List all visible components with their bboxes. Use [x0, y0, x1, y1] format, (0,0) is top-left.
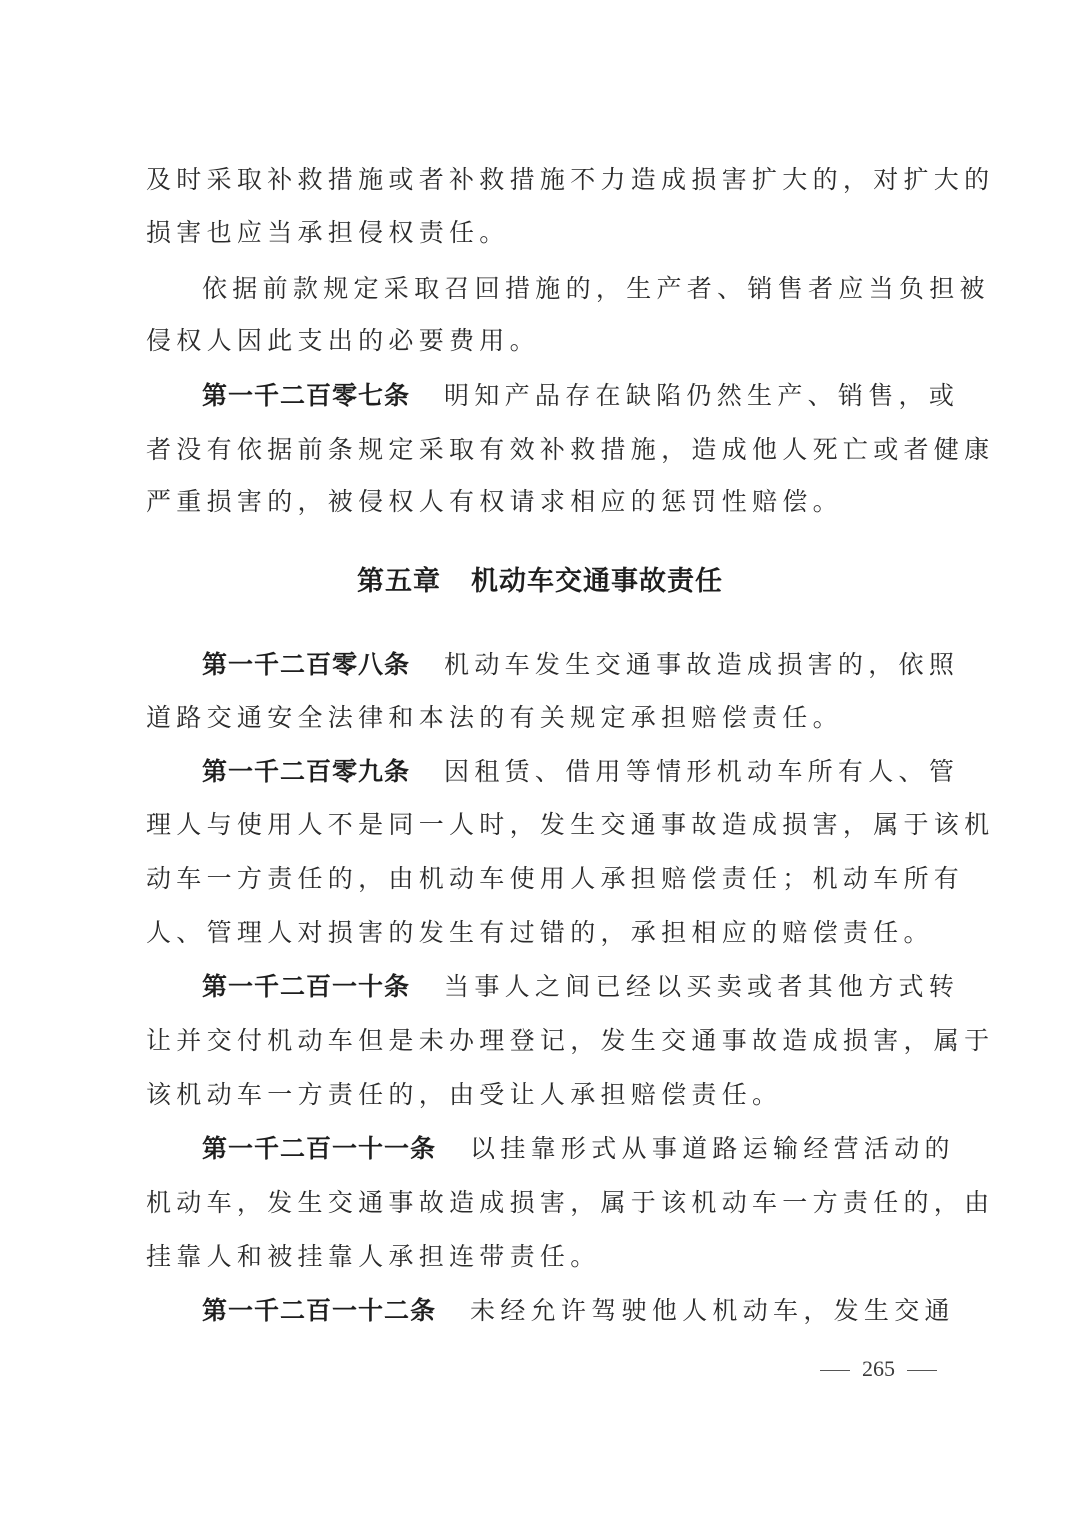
body-line: 损害也应当承担侵权责任。: [146, 218, 510, 247]
body-line: 依据前款规定采取召回措施的，生产者、销售者应当负担被: [202, 274, 990, 303]
body-line: 及时采取补救措施或者补救措施不力造成损害扩大的，对扩大的: [146, 165, 995, 194]
article-text: 明知产品存在缺陷仍然生产、销售，或: [444, 381, 960, 410]
article-text: 机动车发生交通事故造成损害的，依照: [444, 650, 960, 679]
page-number-dash-left: [820, 1370, 850, 1371]
article-1210-first-line: [202, 967, 960, 1007]
article-text: 未经允许驾驶他人机动车，发生交通: [470, 1296, 955, 1325]
body-line: 道路交通安全法律和本法的有关规定承担赔偿责任。: [146, 703, 843, 732]
chapter-name: 机动车交通事故责任: [471, 566, 723, 597]
page-number-dash-right: [907, 1370, 937, 1371]
body-line: 人、管理人对损害的发生有过错的，承担相应的赔偿责任。: [146, 918, 934, 947]
body-line: 挂靠人和被挂靠人承担连带责任。: [146, 1242, 601, 1271]
body-line: 严重损害的，被侵权人有权请求相应的惩罚性赔偿。: [146, 487, 843, 516]
article-1212-first-line: [202, 1291, 955, 1331]
body-line: 者没有依据前条规定采取有效补救措施，造成他人死亡或者健康: [146, 435, 995, 464]
article-1209-first-line: [202, 752, 960, 792]
article-heading: 第一千二百一十一条: [202, 1134, 437, 1163]
article-heading: 第一千二百零八条: [202, 650, 411, 679]
body-line: 该机动车一方责任的，由受让人承担赔偿责任。: [146, 1080, 783, 1109]
body-line: 机动车，发生交通事故造成损害，属于该机动车一方责任的，由: [146, 1188, 995, 1217]
article-1208-first-line: [202, 645, 960, 685]
chapter-title: [0, 562, 1080, 602]
page-number-value: 265: [862, 1356, 895, 1381]
body-line: 让并交付机动车但是未办理登记，发生交通事故造成损害，属于: [146, 1026, 995, 1055]
article-text: 以挂靠形式从事道路运输经营活动的: [470, 1134, 955, 1163]
chapter-number: 第五章: [357, 566, 441, 597]
article-heading: 第一千二百一十二条: [202, 1296, 437, 1325]
page-number: [820, 1354, 950, 1384]
body-line: 侵权人因此支出的必要费用。: [146, 326, 540, 355]
body-line: 理人与使用人不是同一人时，发生交通事故造成损害，属于该机: [146, 810, 995, 839]
article-text: 因租赁、借用等情形机动车所有人、管: [444, 757, 960, 786]
body-line: 动车一方责任的，由机动车使用人承担赔偿责任；机动车所有: [146, 864, 965, 893]
article-1207-first-line: [202, 376, 960, 416]
article-heading: 第一千二百零七条: [202, 381, 411, 410]
article-1211-first-line: [202, 1129, 955, 1169]
article-text: 当事人之间已经以买卖或者其他方式转: [444, 972, 960, 1001]
article-heading: 第一千二百零九条: [202, 757, 411, 786]
article-heading: 第一千二百一十条: [202, 972, 411, 1001]
